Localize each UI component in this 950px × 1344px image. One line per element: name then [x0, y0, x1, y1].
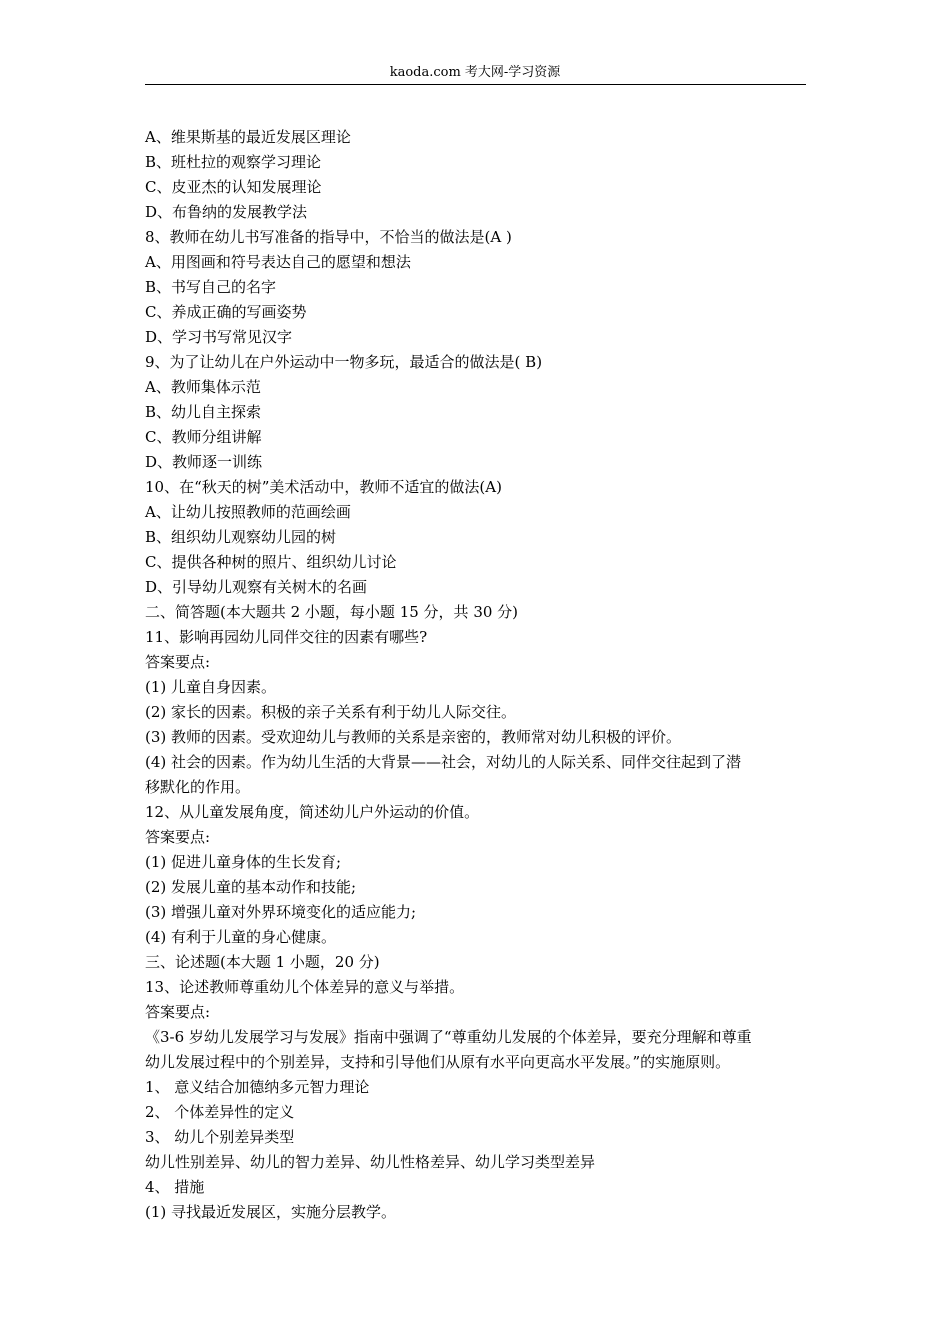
question-line: 13、论述教师尊重幼儿个体差异的意义与举措。 — [145, 978, 465, 996]
text-line: (4) 有利于儿童的身心健康。 — [145, 928, 337, 946]
text-line: A、教师集体示范 — [145, 378, 261, 396]
text-line: 移默化的作用。 — [145, 778, 251, 796]
text-line: A、让幼儿按照教师的范画绘画 — [145, 503, 351, 521]
text-line: (2) 发展儿童的基本动作和技能; — [145, 878, 357, 896]
text-line: B、班杜拉的观察学习理论 — [145, 153, 322, 171]
text-line: 3、 幼儿个别差异类型 — [145, 1128, 295, 1146]
text-line: 《3-6 岁幼儿发展学习与发展》指南中强调了“尊重幼儿发展的个体差异，要充分理解和尊重 — [145, 1028, 752, 1046]
text-line: (3) 增强儿童对外界环境变化的适应能力; — [145, 903, 417, 921]
section-heading: 三、论述题(本大题 1 小题，20 分) — [145, 953, 380, 971]
question-line: 8、教师在幼儿书写准备的指导中，不恰当的做法是(A ) — [145, 228, 512, 246]
text-line: D、布鲁纳的发展教学法 — [145, 203, 308, 221]
text-line: D、学习书写常见汉字 — [145, 328, 293, 346]
text-line: B、组织幼儿观察幼儿园的树 — [145, 528, 337, 546]
text-line: A、维果斯基的最近发展区理论 — [145, 128, 351, 146]
answer-label: 答案要点: — [145, 1003, 211, 1021]
text-line: C、教师分组讲解 — [145, 428, 262, 446]
answer-label: 答案要点: — [145, 653, 211, 671]
text-line: 幼儿发展过程中的个别差异，支持和引导他们从原有水平向更高水平发展。”的实施原则。 — [145, 1053, 731, 1071]
question-line: 10、在“秋天的树”美术活动中，教师不适宜的做法(A) — [145, 478, 502, 496]
page-header: kaoda.com 考大网-学习资源 — [389, 65, 561, 80]
text-line: C、皮亚杰的认知发展理论 — [145, 178, 322, 196]
text-line: 2、 个体差异性的定义 — [145, 1103, 295, 1121]
text-line: B、幼儿自主探索 — [145, 403, 262, 421]
header-rule — [145, 84, 806, 85]
text-line: 幼儿性别差异、幼儿的智力差异、幼儿性格差异、幼儿学习类型差异 — [145, 1153, 596, 1171]
text-line: 4、 措施 — [145, 1178, 205, 1196]
text-line: (3) 教师的因素。受欢迎幼儿与教师的关系是亲密的，教师常对幼儿积极的评价。 — [145, 728, 682, 746]
text-line: (1) 儿童自身因素。 — [145, 678, 277, 696]
question-line: 11、影响再园幼儿同伴交往的因素有哪些? — [145, 628, 428, 646]
document-body — [145, 125, 808, 1225]
text-line: D、引导幼儿观察有关树木的名画 — [145, 578, 368, 596]
text-line: C、提供各种树的照片、组织幼儿讨论 — [145, 553, 397, 571]
text-line: 1、 意义结合加德纳多元智力理论 — [145, 1078, 370, 1096]
text-line: B、书写自己的名字 — [145, 278, 277, 296]
question-line: 9、为了让幼儿在户外运动中一物多玩，最适合的做法是( B) — [145, 353, 543, 371]
text-line: C、养成正确的写画姿势 — [145, 303, 307, 321]
text-line: (2) 家长的因素。积极的亲子关系有利于幼儿人际交往。 — [145, 703, 517, 721]
text-line: (1) 促进儿童身体的生长发育; — [145, 853, 342, 871]
text-line: (4) 社会的因素。作为幼儿生活的大背景——社会，对幼儿的人际关系、同伴交往起到了潜 — [145, 753, 742, 771]
section-heading: 二、简答题(本大题共 2 小题，每小题 15 分，共 30 分) — [145, 603, 519, 621]
text-line: D、教师逐一训练 — [145, 453, 263, 471]
text-line: (1) 寻找最近发展区，实施分层教学。 — [145, 1203, 397, 1221]
question-line: 12、从儿童发展角度，简述幼儿户外运动的价值。 — [145, 803, 480, 821]
answer-label: 答案要点: — [145, 828, 211, 846]
text-line: A、用图画和符号表达自己的愿望和想法 — [145, 253, 411, 271]
